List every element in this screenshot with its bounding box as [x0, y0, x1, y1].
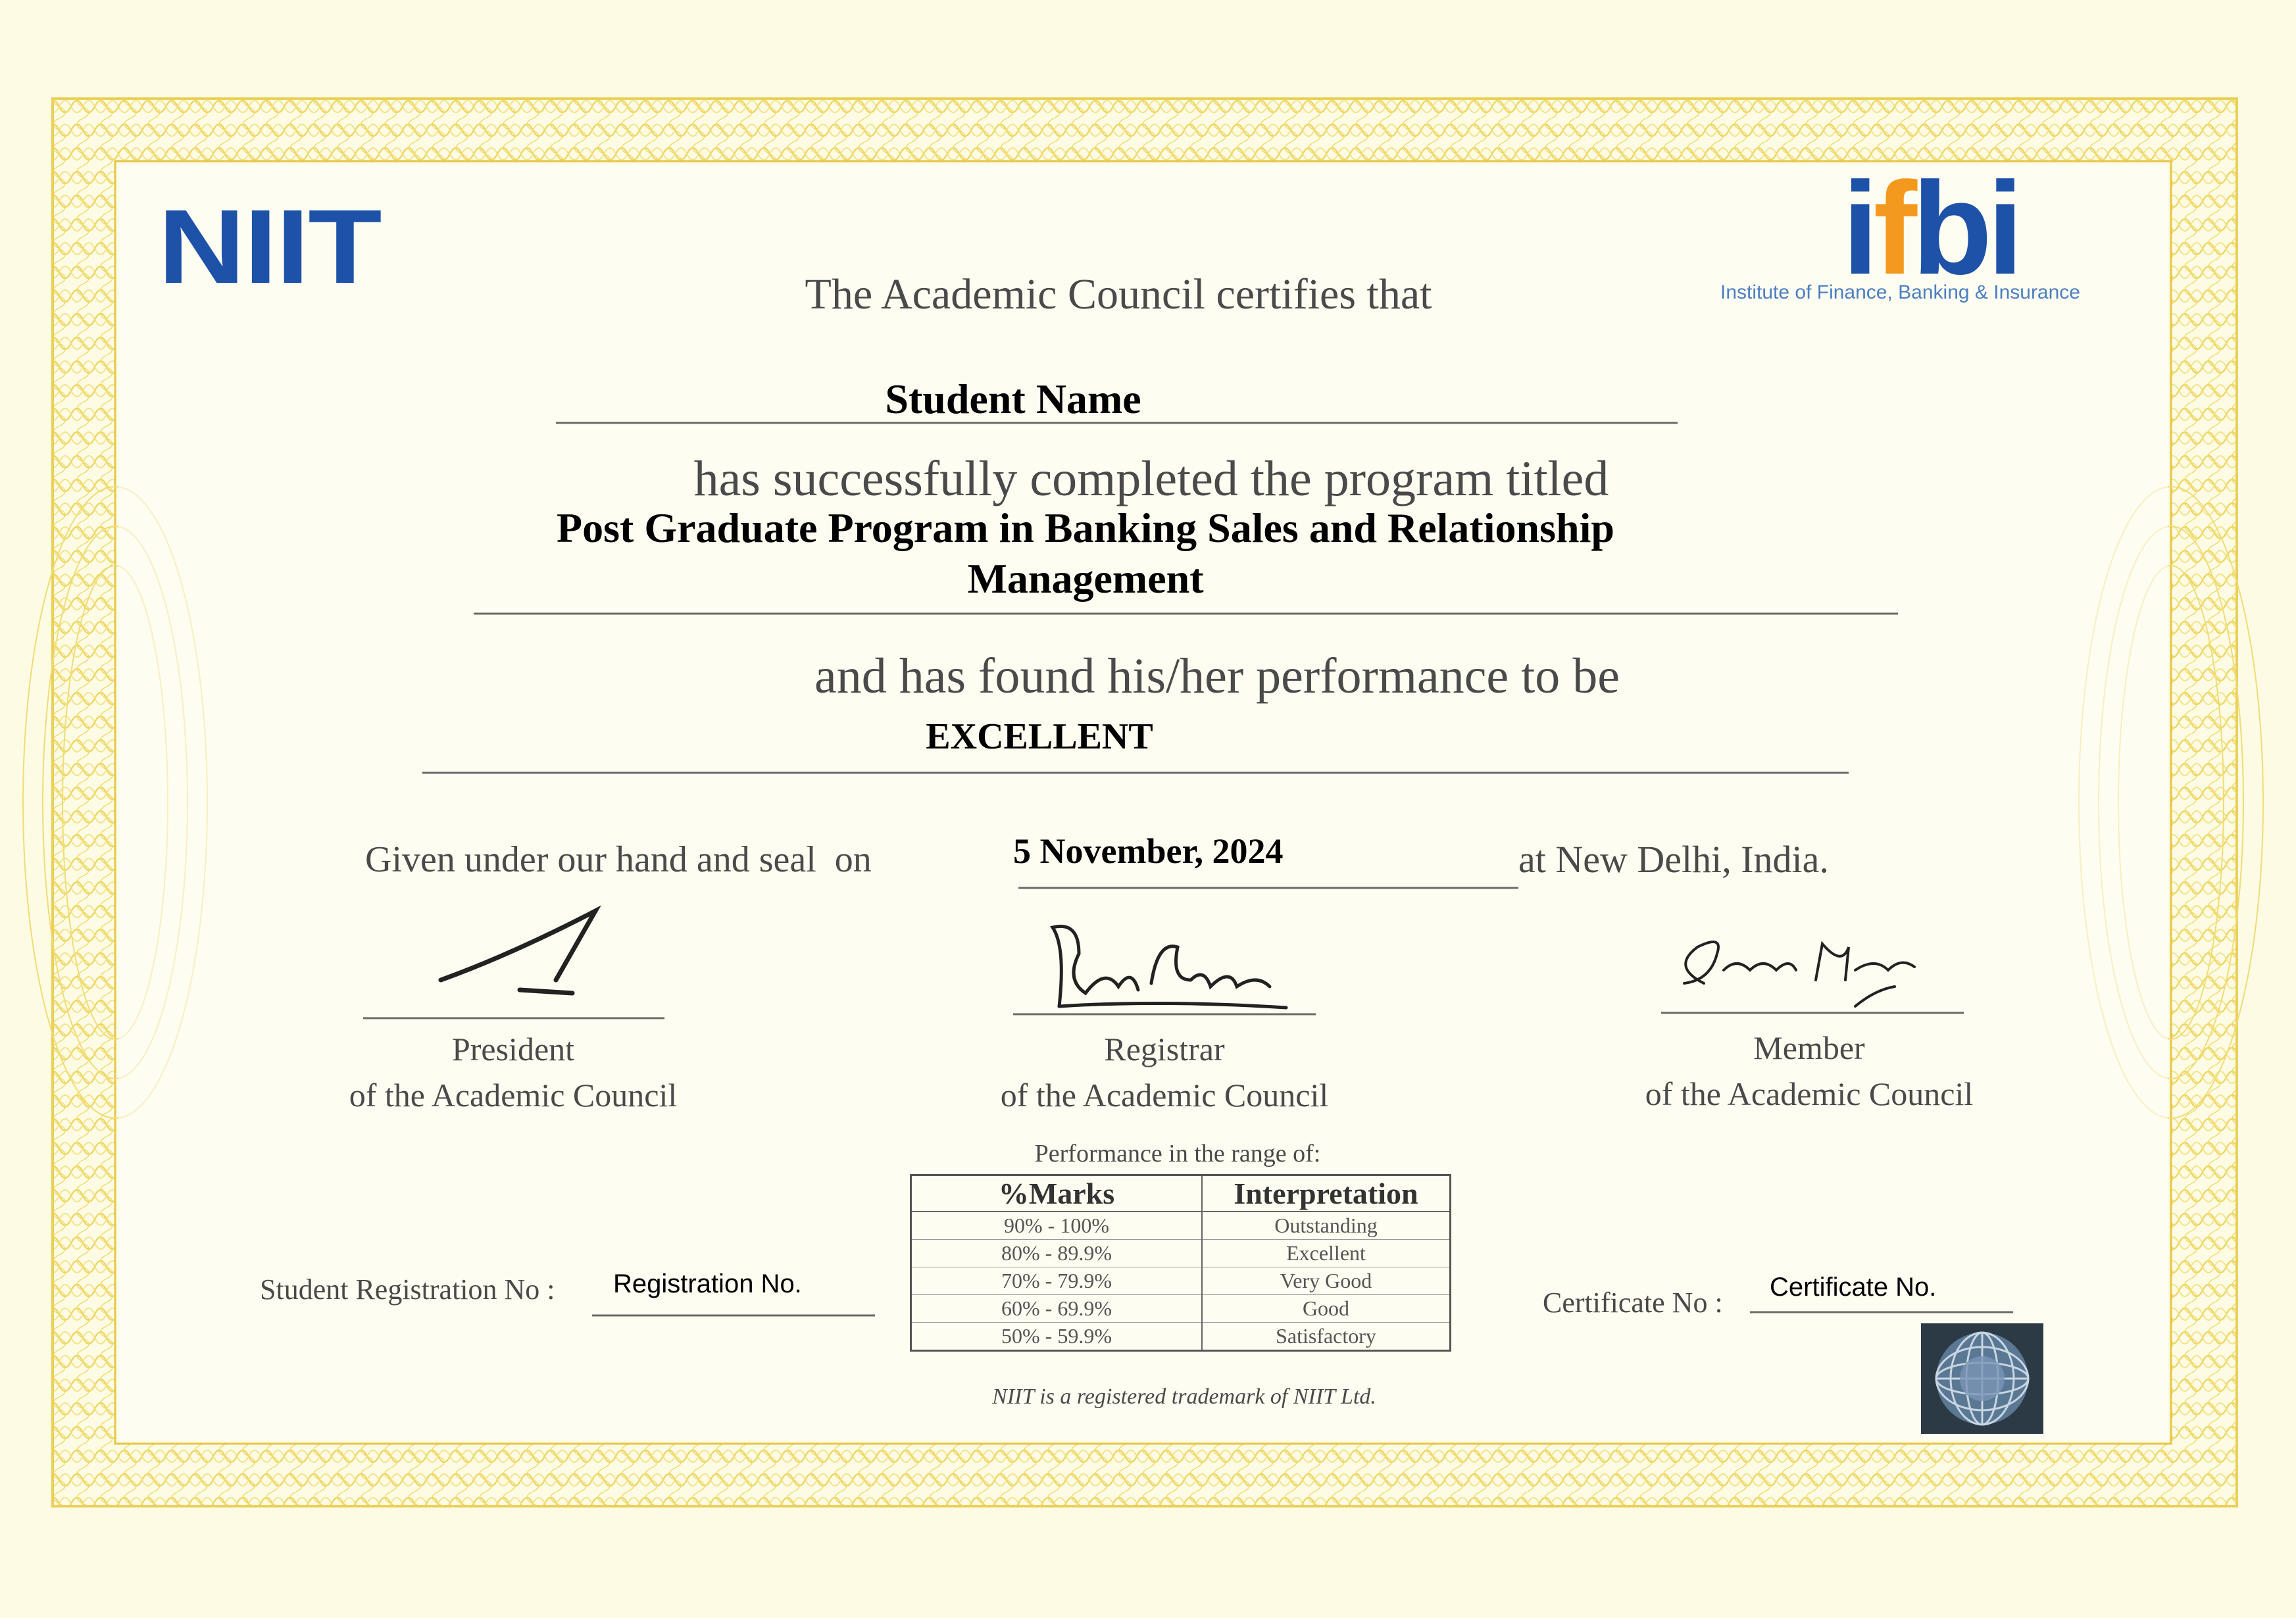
president-council: of the Academic Council [349, 1077, 678, 1114]
ifbi-logo [1842, 155, 2018, 302]
performance-grade: EXCELLENT [926, 716, 1153, 757]
certificate-label: Certificate No : [1543, 1287, 1723, 1319]
marks-cell: 60% - 69.9% [911, 1295, 1203, 1323]
ifbi-logo-letter: i [1987, 155, 2018, 302]
table-row [911, 1267, 1451, 1295]
marks-header: %Marks [911, 1175, 1203, 1212]
certifies-heading: The Academic Council certifies that [805, 270, 1432, 318]
table-row [911, 1240, 1451, 1267]
table-header-row [911, 1175, 1451, 1212]
ifbi-logo-letter: b [1912, 155, 1987, 302]
registrar-council: of the Academic Council [1000, 1077, 1329, 1114]
ifbi-logo-letter: i [1842, 155, 1874, 302]
registrar-role: Registrar [1104, 1031, 1225, 1067]
registration-number: Registration No. [613, 1269, 802, 1298]
ifbi-logo-letter: f [1873, 155, 1912, 302]
performance-table [910, 1174, 1451, 1352]
table-row [911, 1212, 1451, 1240]
marks-cell: 80% - 89.9% [911, 1240, 1203, 1267]
table-row [911, 1295, 1451, 1323]
president-title [296, 1026, 730, 1118]
registrar-title [947, 1026, 1382, 1118]
interpretation-cell: Satisfactory [1202, 1323, 1451, 1351]
student-name: Student Name [885, 376, 1141, 422]
interpretation-cell: Outstanding [1202, 1212, 1451, 1240]
registration-label: Student Registration No : [260, 1273, 555, 1306]
member-role: Member [1753, 1029, 1865, 1066]
member-council: of the Academic Council [1645, 1075, 1974, 1112]
performance-heading: and has found his/her performance to be [814, 649, 1620, 704]
table-row [911, 1323, 1451, 1351]
trademark-note: NIIT is a registered trademark of NIIT Ltd. [992, 1385, 1376, 1409]
marks-cell: 90% - 100% [911, 1212, 1203, 1240]
range-caption: Performance in the range of: [1034, 1140, 1321, 1167]
completed-heading: has successfully completed the program titled [693, 451, 1609, 506]
marks-cell: 70% - 79.9% [911, 1267, 1203, 1295]
issue-date: 5 November, 2024 [1013, 831, 1284, 871]
ifbi-tagline: Institute of Finance, Banking & Insurance [1720, 282, 2080, 303]
certificate-number: Certificate No. [1770, 1273, 1937, 1302]
interpretation-cell: Good [1202, 1295, 1451, 1323]
hologram-seal [1921, 1323, 2043, 1434]
president-role: President [451, 1031, 575, 1067]
member-title [1592, 1025, 2026, 1117]
given-under-seal-text: Given under our hand and seal on [365, 839, 872, 880]
interpretation-cell: Very Good [1202, 1267, 1451, 1295]
interpretation-header: Interpretation [1202, 1175, 1451, 1212]
issue-place: at New Delhi, India. [1518, 838, 1829, 881]
program-title: Post Graduate Program in Banking Sales and Relationship Management [557, 504, 1614, 602]
niit-logo: NIIT [158, 187, 381, 305]
interpretation-cell: Excellent [1202, 1240, 1451, 1267]
marks-cell: 50% - 59.9% [911, 1323, 1203, 1351]
